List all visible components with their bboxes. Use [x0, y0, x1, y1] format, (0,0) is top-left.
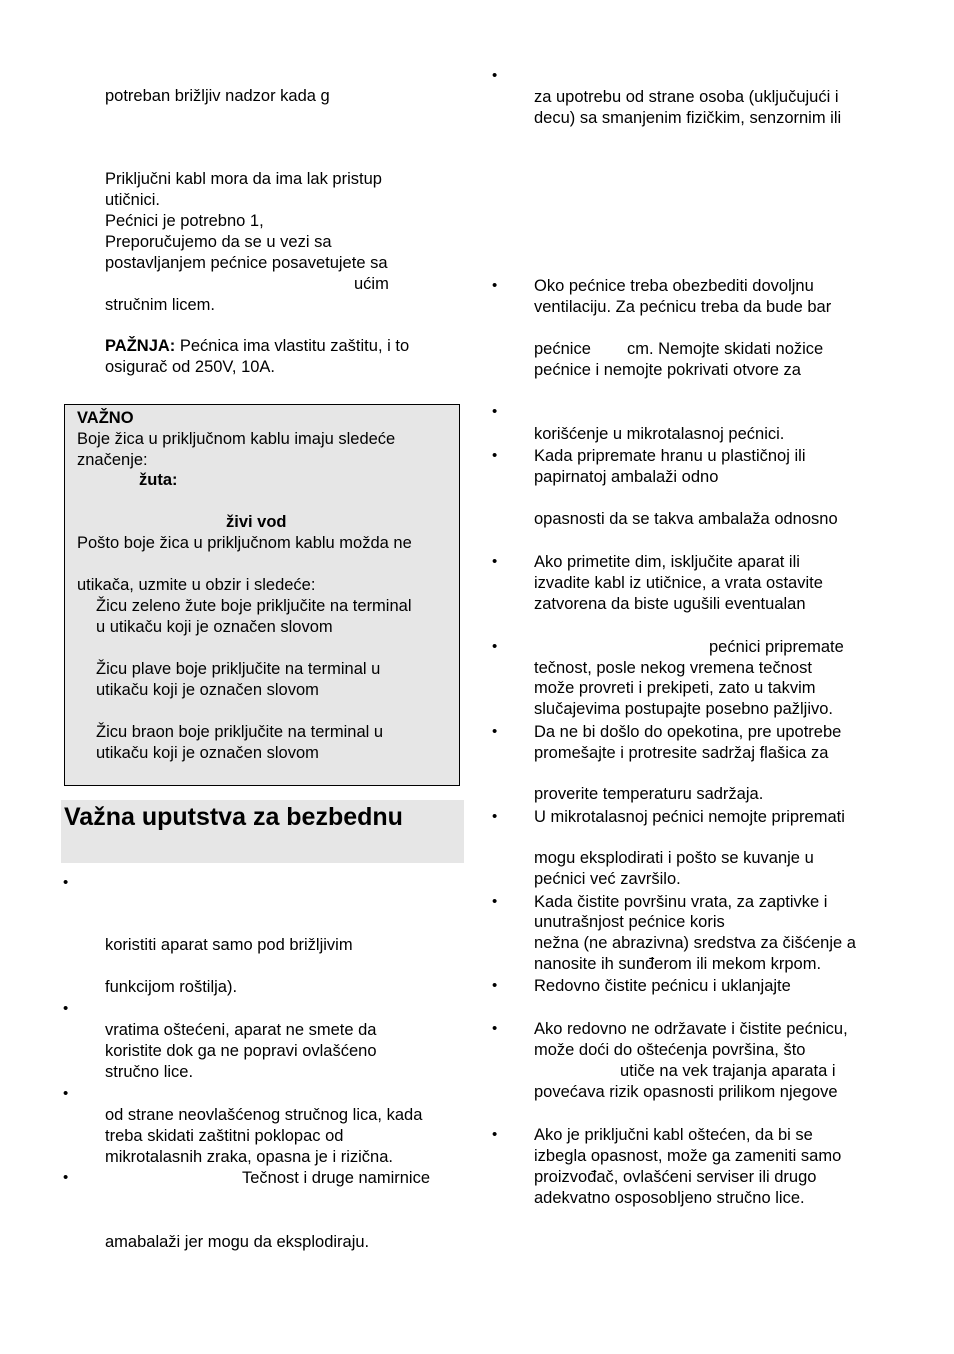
text-line: Priključni kabl mora da ima lak pristup — [105, 170, 382, 188]
text-line: zatvorena da biste ugušili eventualan — [534, 595, 806, 613]
text-fragment: utiče na vek trajanja aparata i — [620, 1062, 836, 1080]
text-line: Ako primetite dim, isključite aparat ili — [534, 553, 800, 571]
text-line: adekvatno osposobljeno stručno lice. — [534, 1189, 805, 1207]
text-line: opasnosti da se takva ambalaža odnosno — [534, 510, 838, 528]
section-heading: Važna uputstva za bezbednu — [64, 803, 403, 831]
text-line: koristiti aparat samo pod brižljivim — [105, 936, 353, 954]
bullet-icon: • — [63, 1169, 69, 1186]
text-line: u utikaču koji je označen slovom — [96, 618, 333, 636]
text-line: amabalaži jer mogu da eksplodiraju. — [105, 1233, 370, 1251]
bullet-icon: • — [492, 277, 498, 294]
bullet-icon: • — [63, 1085, 69, 1102]
text-line: Preporučujemo da se u vezi sa — [105, 233, 332, 251]
text-line: korišćenje u mikrotalasnoj pećnici. — [534, 425, 785, 443]
bullet-icon: • — [492, 638, 498, 655]
text-fragment: pećnici pripremate — [709, 638, 844, 656]
text-line: Žicu braon boje priključite na terminal u — [96, 723, 384, 741]
warning-text: Pećnica ima vlastitu zaštitu, i to — [175, 337, 410, 355]
text-line: izvadite kabl iz utičnice, a vrata ostavite — [534, 574, 823, 592]
bullet-icon: • — [492, 553, 498, 570]
text-line: osigurač od 250V, 10A. — [105, 358, 276, 376]
wire-yellow-label: žuta: — [139, 471, 178, 489]
text-line: mikrotalasnih zraka, opasna je i rizična. — [105, 1148, 393, 1166]
text-fragment: pećnice — [534, 340, 591, 358]
text-line: Pošto boje žica u priključnom kablu možda ne — [77, 534, 412, 552]
text-line: papirnatoj ambalaži odno — [534, 468, 719, 486]
bullet-icon: • — [492, 893, 498, 910]
bullet-icon: • — [492, 447, 498, 464]
bullet-icon: • — [492, 1020, 498, 1037]
text-line: nanosite ih sunđerom ili mekom krpom. — [534, 955, 822, 973]
warning-line — [105, 336, 409, 356]
text-line: utikaču koji je označen slovom — [96, 681, 319, 699]
bullet-icon: • — [492, 808, 498, 825]
text-line: nežna (ne abrazivna) sredstva za čišćenje a — [534, 934, 856, 952]
text-line: promešajte i protresite sadržaj flašica za — [534, 744, 829, 762]
text-line: značenje: — [77, 451, 148, 469]
text-line: U mikrotalasnoj pećnici nemojte pripremati — [534, 808, 845, 826]
text-line: Kada pripremate hranu u plastičnoj ili — [534, 447, 806, 465]
text-line: Žicu zeleno žute boje priključite na terminal — [96, 597, 412, 615]
text-line: povećava rizik opasnosti prilikom njegove — [534, 1083, 838, 1101]
text-line: funkcijom roštilja). — [105, 978, 238, 996]
text-line: stručnim licem. — [105, 296, 216, 314]
text-line: utičnici. — [105, 191, 161, 209]
bullet-icon: • — [492, 1126, 498, 1143]
text-line: pećnici već završilo. — [534, 870, 681, 888]
text-line: Kada čistite površinu vrata, za zaptivke i — [534, 893, 828, 911]
text-line: Ako je priključni kabl oštećen, da bi se — [534, 1126, 813, 1144]
bullet-icon: • — [63, 874, 69, 891]
text-line: ventilaciju. Za pećnicu treba da bude bar — [534, 298, 832, 316]
bullet-icon: • — [492, 977, 498, 994]
text-line: potreban brižljiv nadzor kada g — [105, 87, 330, 105]
text-line: decu) sa smanjenim fizičkim, senzornim ili — [534, 109, 842, 127]
text-line: Oko pećnice treba obezbediti dovoljnu — [534, 277, 814, 295]
text-line: Boje žica u priključnom kablu imaju sledeće — [77, 430, 396, 448]
text-line: izbegla opasnost, može ga zameniti samo — [534, 1147, 842, 1165]
text-line: Ako redovno ne održavate i čistite pećnicu, — [534, 1020, 848, 1038]
text-line: Pećnici je potrebno 1, — [105, 212, 264, 230]
text-line: Redovno čistite pećnicu i uklanjajte — [534, 977, 791, 995]
text-line: unutrašnjost pećnice koris — [534, 913, 725, 931]
text-line: Da ne bi došlo do opekotina, pre upotrebe — [534, 723, 842, 741]
text-line: može doći do oštećenja površina, što — [534, 1041, 806, 1059]
text-line: proverite temperaturu sadržaja. — [534, 785, 764, 803]
warning-label: PAŽNJA: — [105, 337, 176, 355]
bullet-icon: • — [63, 1000, 69, 1017]
text-line: tečnost, posle nekog vremena tečnost — [534, 659, 812, 677]
text-line: stručno lice. — [105, 1063, 194, 1081]
text-line: Tečnost i druge namirnice — [242, 1169, 431, 1187]
bullet-icon: • — [492, 403, 498, 420]
text-line: postavljanjem pećnice posavetujete sa — [105, 254, 388, 272]
bullet-icon: • — [492, 67, 498, 84]
text-line: utikača, uzmite u obzir i sledeće: — [77, 576, 316, 594]
text-line: koristite dok ga ne popravi ovlašćeno — [105, 1042, 377, 1060]
text-line: treba skidati zaštitni poklopac od — [105, 1127, 344, 1145]
bullet-icon: • — [492, 723, 498, 740]
text-line: mogu eksplodirati i pošto se kuvanje u — [534, 849, 814, 867]
text-line: Žicu plave boje priključite na terminal u — [96, 660, 381, 678]
box-title: VAŽNO — [77, 409, 134, 427]
text-fragment: cm. Nemojte skidati nožice — [627, 340, 824, 358]
wire-live-label: živi vod — [226, 513, 287, 531]
text-line: može provreti i prekipeti, zato u takvim — [534, 679, 816, 697]
text-line: proizvođač, ovlašćeni serviser ili drugo — [534, 1168, 817, 1186]
text-fragment: ućim — [354, 275, 389, 293]
text-line: pećnice i nemojte pokrivati otvore za — [534, 361, 801, 379]
text-line: vratima oštećeni, aparat ne smete da — [105, 1021, 377, 1039]
text-line: od strane neovlašćenog stručnog lica, kada — [105, 1106, 423, 1124]
text-line: utikaču koji je označen slovom — [96, 744, 319, 762]
text-line: slučajevima postupajte posebno pažljivo. — [534, 700, 834, 718]
text-line: za upotrebu od strane osoba (uključujući i — [534, 88, 839, 106]
